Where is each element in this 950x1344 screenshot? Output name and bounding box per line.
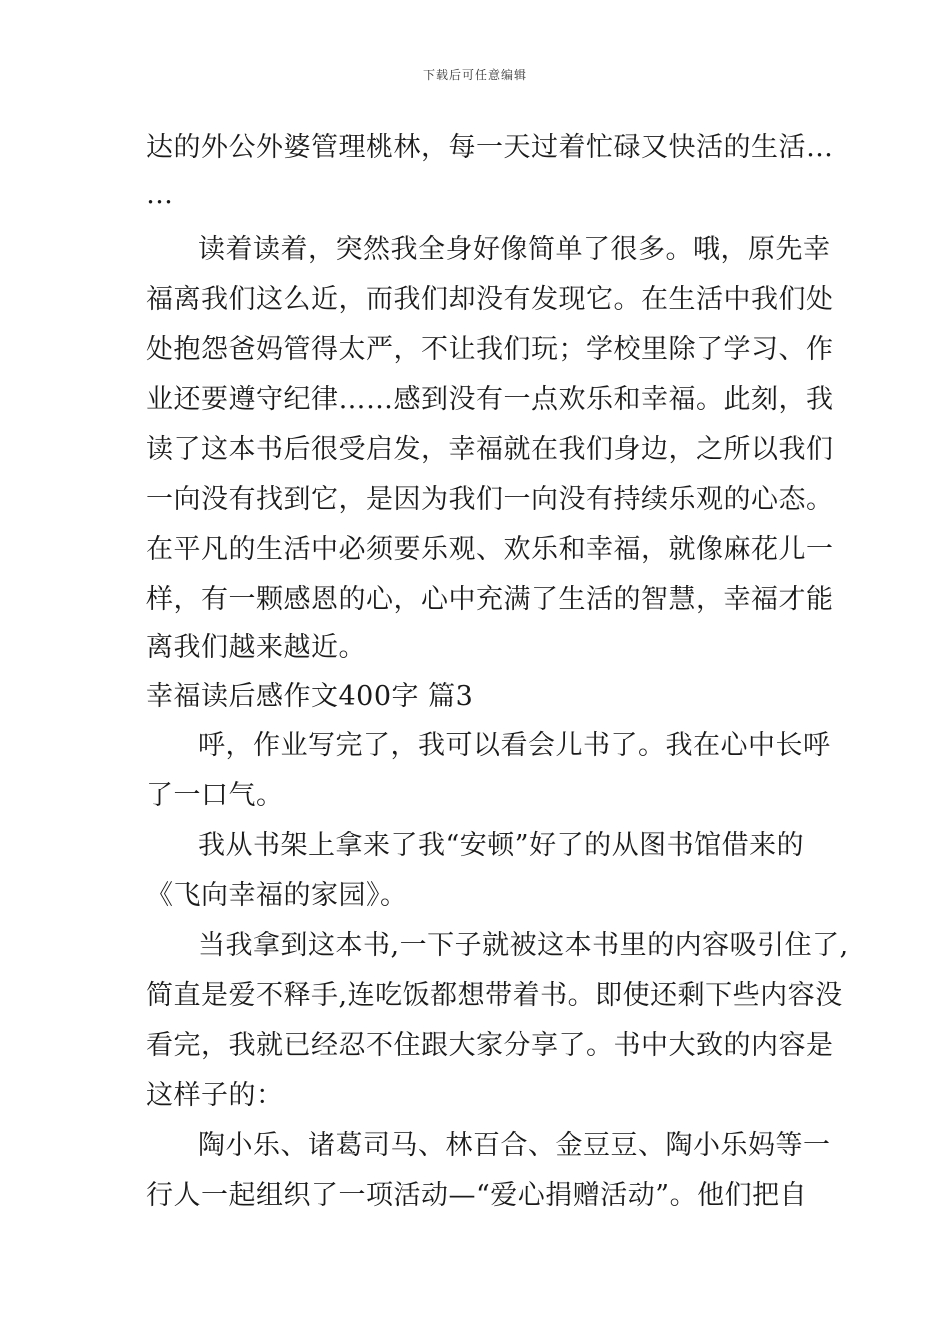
section-heading: 幸福读后感作文400字 篇3: [146, 681, 474, 712]
text-line: 福离我们这么近，而我们却没有发现它。在生活中我们处: [146, 284, 834, 315]
text-line: 一向没有找到它，是因为我们一向没有持续乐观的心态。: [146, 484, 834, 515]
text-line: 当我拿到这本书,一下子就被这本书里的内容吸引住了,: [198, 930, 849, 961]
page-header: 下载后可任意编辑: [422, 68, 527, 82]
text-line: 简直是爱不释手,连吃饭都想带着书。即使还剩下些内容没: [146, 980, 843, 1011]
text-line: 我从书架上拿来了我“安顿”好了的从图书馆借来的: [198, 830, 805, 861]
text-line: 读着读着，突然我全身好像简单了很多。哦，原先幸: [198, 234, 831, 265]
text-line: 在平凡的生活中必须要乐观、欢乐和幸福，就像麻花儿一: [146, 534, 834, 565]
text-line: 处抱怨爸妈管得太严，不让我们玩；学校里除了学习、作: [146, 334, 834, 365]
text-line: 达的外公外婆管理桃林，每一天过着忙碌又快活的生活…: [146, 132, 834, 163]
text-line: 样，有一颗感恩的心，心中充满了生活的智慧，幸福才能: [146, 584, 834, 615]
text-line: 业还要遵守纪律……感到没有一点欢乐和幸福。此刻，我: [146, 384, 834, 415]
text-line: …: [146, 179, 174, 210]
text-line: 看完，我就已经忍不住跟大家分享了。书中大致的内容是: [146, 1030, 834, 1061]
text-line: 行人一起组织了一项活动—“爱心捐赠活动”。他们把自: [146, 1180, 808, 1211]
text-line: 了一口气。: [146, 780, 284, 811]
text-line: 这样子的：: [146, 1080, 284, 1111]
text-line: 呼，作业写完了，我可以看会儿书了。我在心中长呼: [198, 730, 831, 761]
text-line: 离我们越来越近。: [146, 632, 366, 663]
text-line: 《飞向幸福的家园》。: [146, 880, 408, 911]
text-line: 读了这本书后很受启发，幸福就在我们身边，之所以我们: [146, 434, 834, 465]
text-line: 陶小乐、诸葛司马、林百合、金豆豆、陶小乐妈等一: [198, 1130, 831, 1161]
